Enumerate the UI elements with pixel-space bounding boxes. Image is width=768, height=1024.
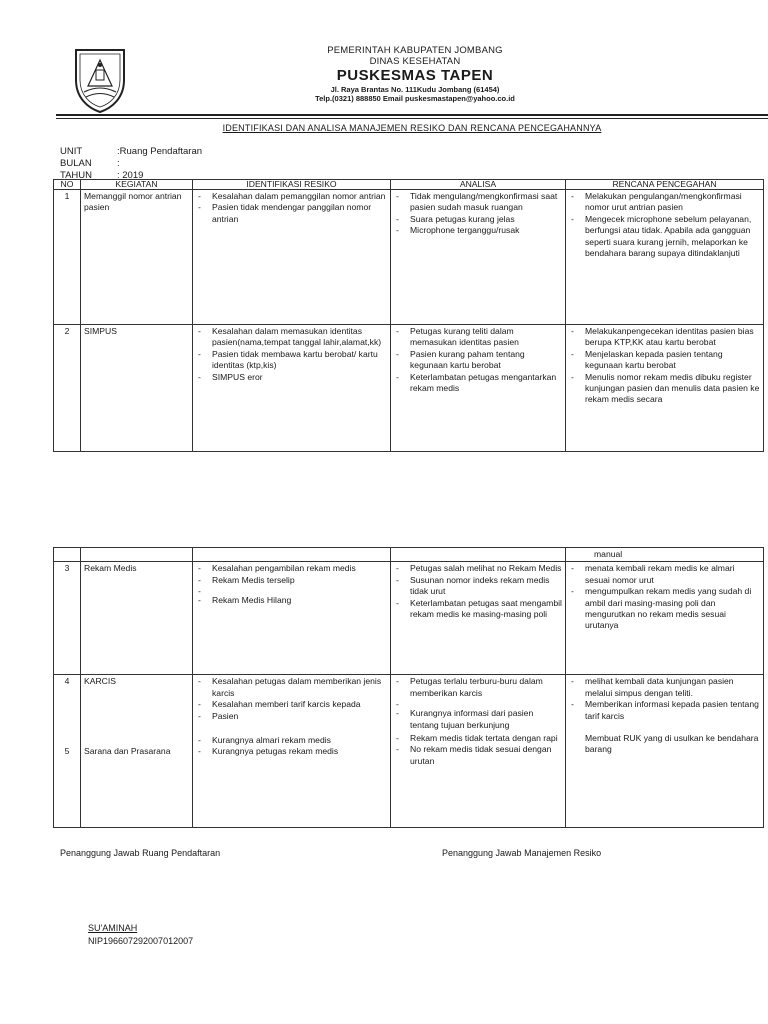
row-kegiatan: SIMPUS	[81, 325, 193, 452]
list-item: - SIMPUS eror	[196, 372, 387, 383]
list-item: - mengumpulkan rekam medis yang sudah di ambil dari masing-masing poli dan mengurutkan no rekam medis sesuai urutanya	[569, 586, 760, 632]
list-item: - Menulis nomor rekam medis dibuku register kunjungan pasien dan menulis data pasien ke rekam medis secara	[569, 372, 760, 406]
col-header-identifikasi: IDENTIFIKASI RESIKO	[193, 180, 391, 190]
list-item: - Suara petugas kurang jelas	[394, 214, 562, 225]
document-title: IDENTIFIKASI DAN ANALISA MANAJEMEN RESIKO DAN RENCANA PENCEGAHANNYA	[222, 123, 602, 133]
row-no-4: 4	[64, 676, 70, 687]
list-item: - Pasien tidak mendengar panggilan nomor antrian	[196, 202, 387, 225]
row-no: 2	[54, 325, 81, 452]
row-identifikasi	[193, 675, 391, 828]
row-kegiatan: Memanggil nomor antrian pasien	[81, 190, 193, 325]
list-item: - Petugas terlalu terburu-buru dalam memberikan karcis	[394, 676, 562, 699]
spacer	[196, 586, 387, 595]
bulan-value: :	[117, 158, 120, 169]
rencana-sarana: Membuat RUK yang di usulkan ke bendahara barang	[585, 733, 759, 755]
header-department: DINAS KESEHATAN	[369, 56, 461, 67]
row-analisa	[391, 548, 566, 562]
list-item: - Keterlambatan petugas saat mengambil rekam medis ke masing-masing poli	[394, 598, 562, 621]
header-title: PUSKESMAS TAPEN	[336, 67, 494, 84]
tahun-value: : 2019	[117, 170, 144, 181]
list-item: - Kurangnya petugas rekam medis	[196, 746, 387, 757]
signature-name: SU'AMINAH	[88, 923, 138, 933]
col-header-analisa: ANALISA	[391, 180, 566, 190]
list-item: - Melakukanpengecekan identitas pasien bias berupa KTP,KK atau kartu berobat	[569, 326, 760, 349]
meta-unit	[60, 146, 202, 158]
list-item: - Mengecek microphone sebelum pelayanan, berfungsi atau tidak. Apabila ada gangguan seperti suara kurang jernih, melaporkan ke bendahara barang supaya ditindaklanjuti	[569, 214, 760, 260]
signature-left-label: Penanggung Jawab Ruang Pendaftaran	[60, 848, 221, 858]
list-item: - Pasien kurang paham tentang kegunaan kartu berobat	[394, 349, 562, 372]
signature-nip: NIP196607292007012007	[88, 936, 194, 946]
row-analisa	[391, 325, 566, 452]
row-rencana	[566, 325, 764, 452]
row-analisa	[391, 190, 566, 325]
unit-value: :Ruang Pendaftaran	[117, 146, 203, 157]
list-item: - Kesalahan dalam pemanggilan nomor antrian	[196, 191, 387, 202]
list-item: - Melakukan pengulangan/mengkonfirmasi nomor urut antrian pasien	[569, 191, 760, 214]
bulan-label: BULAN	[60, 158, 92, 169]
table-row-continued	[54, 548, 764, 562]
list-item: - Microphone terganggu/rusak	[394, 225, 562, 236]
signature-right-label: Penanggung Jawab Manajemen Resiko	[442, 848, 602, 858]
kegiatan-karcis: KARCIS	[84, 676, 116, 687]
header-government: PEMERINTAH KABUPATEN JOMBANG	[327, 45, 503, 56]
spacer	[394, 699, 562, 708]
meta-block	[60, 146, 202, 182]
list-item: - Memberikan informasi kepada pasien tentang tarif karcis	[569, 699, 760, 722]
table-row	[54, 190, 764, 325]
row-identifikasi	[193, 325, 391, 452]
row-identifikasi	[193, 190, 391, 325]
risk-table-page-2	[53, 547, 764, 828]
list-item: - Petugas salah melihat no Rekam Medis	[394, 563, 562, 574]
jombang-emblem-logo	[72, 46, 128, 114]
list-item: - Kesalahan dalam memasukan identitas pasien(nama,tempat tanggal lahir,alamat,kk)	[196, 326, 387, 349]
row-identifikasi	[193, 548, 391, 562]
meta-bulan	[60, 158, 202, 170]
risk-table-page-1	[53, 179, 764, 452]
list-item: - Rekam medis tidak tertata dengan rapi	[394, 733, 562, 744]
row-rencana	[566, 190, 764, 325]
list-item: - Kurangnya almari rekam medis	[196, 735, 387, 746]
table-header-row	[54, 180, 764, 190]
kegiatan-sarana: Sarana dan Prasarana	[84, 745, 171, 756]
list-item: - menata kembali rekam medis ke almari sesuai nomor urut	[569, 563, 760, 586]
unit-label: UNIT	[60, 146, 83, 157]
header-contact: Telp.(0321) 888850 Email puskesmastapen@yahoo.co.id	[315, 94, 515, 103]
row-no: 3	[54, 562, 81, 675]
list-item: - Pasien	[196, 711, 387, 722]
row-rencana	[566, 675, 764, 828]
list-item: - Tidak mengulang/mengkonfirmasi saat pasien sudah masuk ruangan	[394, 191, 562, 214]
table-row	[54, 562, 764, 675]
list-item: - Keterlambatan petugas mengantarkan rekam medis	[394, 372, 562, 395]
row-analisa	[391, 675, 566, 828]
list-item: - Kesalahan pengambilan rekam medis	[196, 563, 387, 574]
row-kegiatan	[81, 675, 193, 828]
col-header-rencana: RENCANA PENCEGAHAN	[566, 180, 764, 190]
row-rencana	[566, 562, 764, 675]
row-no: 1	[54, 190, 81, 325]
row-kegiatan	[81, 548, 193, 562]
list-item: - Kesalahan memberi tarif karcis kepada	[196, 699, 387, 710]
row-identifikasi	[193, 562, 391, 675]
row-no	[54, 675, 81, 828]
row-analisa	[391, 562, 566, 675]
list-item: - Susunan nomor indeks rekam medis tidak urut	[394, 575, 562, 598]
list-item: - Rekam Medis Hilang	[196, 595, 387, 606]
list-item: - Menjelaskan kepada pasien tentang kegunaan kartu berobat	[569, 349, 760, 372]
col-header-kegiatan: KEGIATAN	[81, 180, 193, 190]
tahun-label: TAHUN	[60, 170, 93, 181]
header-divider	[56, 114, 768, 116]
header-divider-thin	[56, 118, 768, 119]
col-header-no: NO	[54, 180, 81, 190]
row-rencana: manual	[566, 548, 764, 562]
list-item: - Rekam Medis terselip	[196, 575, 387, 586]
list-item: - No rekam medis tidak sesuai dengan urutan	[394, 744, 562, 767]
row-no	[54, 548, 81, 562]
header-address: Jl. Raya Brantas No. 111Kudu Jombang (61454)	[330, 85, 500, 94]
list-item: - Kurangnya informasi dari pasien tentang tujuan berkunjung	[394, 708, 562, 731]
table-row	[54, 675, 764, 828]
list-item: - Kesalahan petugas dalam memberikan jenis karcis	[196, 676, 387, 699]
list-item: - Pasien tidak membawa kartu berobat/ kartu identitas (ktp,kis)	[196, 349, 387, 372]
row-kegiatan: Rekam Medis	[81, 562, 193, 675]
list-item: - Petugas kurang teliti dalam memasukan identitas pasien	[394, 326, 562, 349]
list-item: - melihat kembali data kunjungan pasien melalui simpus dengan teliti.	[569, 676, 760, 699]
table-row	[54, 325, 764, 452]
row-no-5: 5	[64, 745, 70, 756]
